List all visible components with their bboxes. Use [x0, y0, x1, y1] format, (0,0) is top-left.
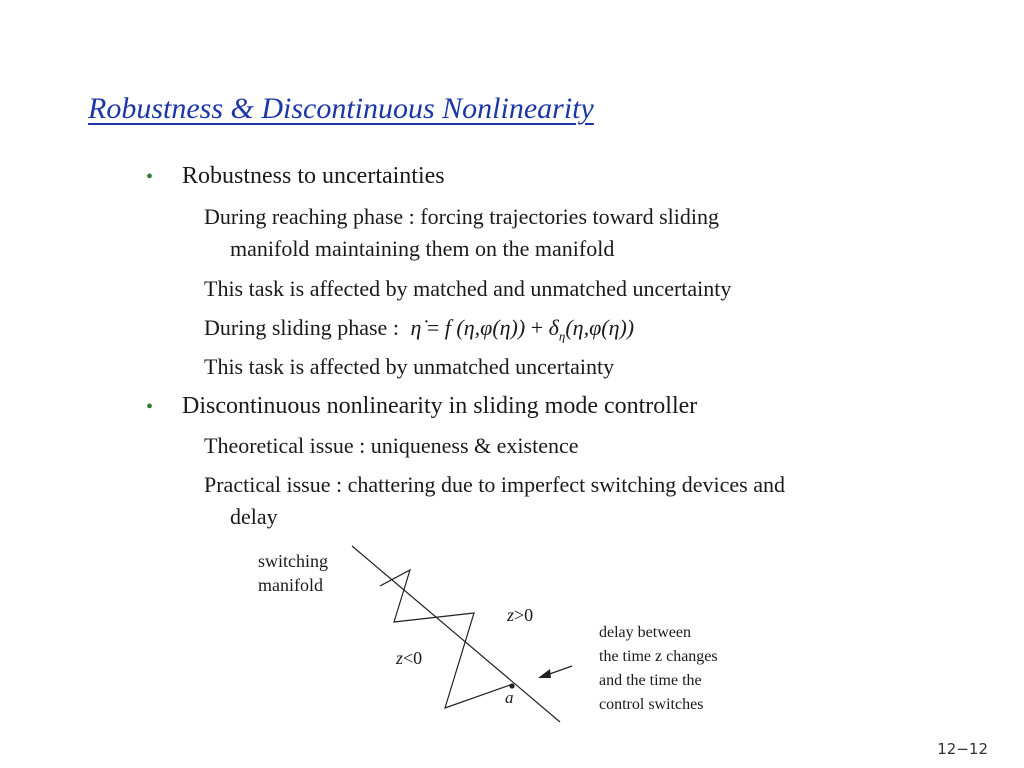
z-relation: >0 [514, 605, 534, 625]
page-number: 12−12 [937, 740, 988, 758]
z-variable: z [396, 648, 404, 668]
z-variable: z [507, 605, 515, 625]
z-negative-label [396, 646, 422, 670]
bullet-text: Robustness to uncertainties [182, 163, 445, 189]
subitem-line: Practical issue : chattering due to imperfect switching devices and [204, 472, 785, 497]
bullet-dot-icon: • [146, 396, 154, 418]
chattering-trajectory [380, 570, 510, 708]
formula-plus: + [530, 315, 544, 340]
note-line: and the time the [599, 672, 702, 689]
formula-f: f [444, 315, 451, 340]
switching-manifold-line [352, 546, 560, 722]
subitem-line: During reaching phase : forcing trajectories toward sliding [204, 204, 720, 229]
formula-args-1: (η,φ(η)) [456, 315, 526, 340]
slide-title: Robustness & Discontinuous Nonlinearity [88, 92, 594, 125]
subitem-line: This task is affected by unmatched uncertainty [204, 354, 615, 379]
z-relation: <0 [403, 648, 423, 668]
note-line: the time z changes [599, 648, 718, 665]
point-a-label: a [505, 688, 514, 707]
label-line: switching [258, 551, 328, 571]
formula-args-2: (η,φ(η)) [565, 315, 635, 340]
subitem-line-continued: delay [230, 504, 278, 529]
formula-equals: = [426, 315, 440, 340]
note-line: control switches [599, 696, 704, 713]
bullet-dot-icon: • [146, 166, 154, 188]
formula-delta: δ [548, 315, 559, 340]
formula-lhs: η̇ [410, 315, 422, 340]
subitem-line: Theoretical issue : uniqueness & existence [204, 433, 579, 458]
switching-manifold-label [258, 549, 328, 597]
delay-note [599, 621, 718, 717]
delay-arrow-head-icon [538, 669, 551, 678]
subitem-line-continued: manifold maintaining them on the manifold [230, 236, 615, 261]
subitem-line: This task is affected by matched and unmatched uncertainty [204, 276, 732, 301]
label-line: manifold [258, 575, 323, 595]
subitem-line: During sliding phase : [204, 315, 399, 340]
z-positive-label [507, 603, 533, 627]
bullet-text: Discontinuous nonlinearity in sliding mode controller [182, 393, 698, 419]
note-line: delay between [599, 624, 691, 641]
formula-delta-subscript: η [558, 328, 566, 344]
